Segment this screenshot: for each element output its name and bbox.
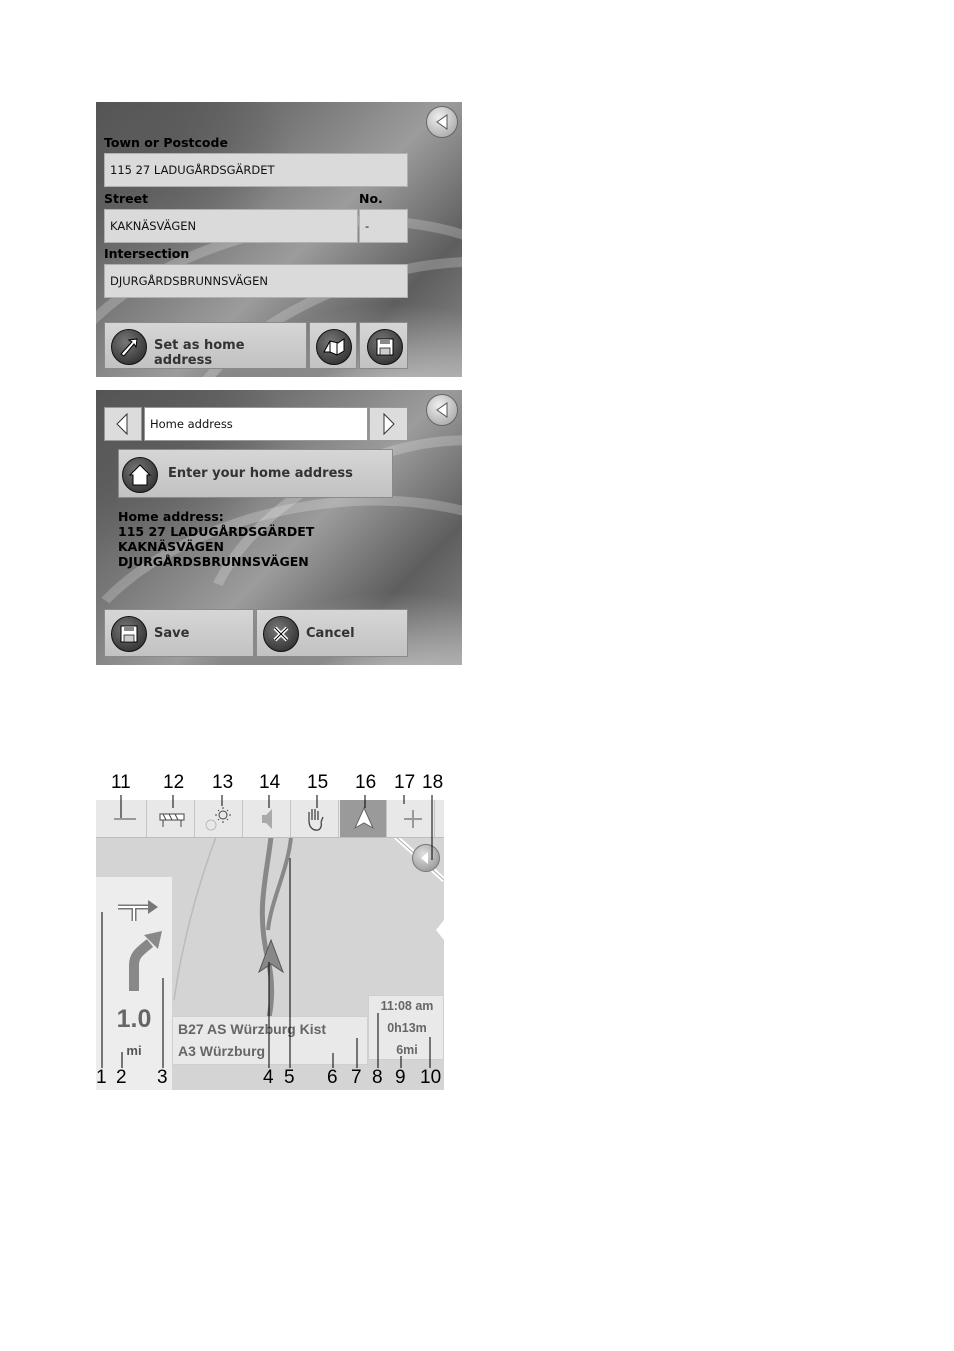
minus-icon <box>100 800 147 837</box>
zoom-out-button[interactable] <box>100 800 147 837</box>
map-icon <box>316 329 352 365</box>
enter-home-address-label: Enter your home address <box>168 466 353 481</box>
hand-icon <box>292 800 339 837</box>
home-address-heading: Home address: <box>118 509 224 524</box>
callout-number: 11 <box>111 772 131 793</box>
callout-number: 9 <box>395 1067 406 1088</box>
pan-map-button[interactable] <box>292 800 339 837</box>
callout-number: 15 <box>307 772 329 793</box>
save-button[interactable] <box>104 609 254 657</box>
back-arrow-icon <box>413 845 439 871</box>
callout-number: 5 <box>284 1067 295 1088</box>
cancel-button[interactable] <box>256 609 408 657</box>
home-address-line: DJURGÅRDSBRUNNSVÄGEN <box>118 554 309 569</box>
navigation-screen <box>96 800 444 1090</box>
arrival-time: 11:08 am <box>380 999 434 1013</box>
callout-number: 1 <box>96 1067 107 1088</box>
roadblock-button[interactable] <box>148 800 195 837</box>
remaining-distance: 6mi <box>396 1043 418 1057</box>
callout-number: 6 <box>327 1067 338 1088</box>
callout-number: 3 <box>157 1067 168 1088</box>
trip-info-box[interactable] <box>368 995 444 1060</box>
current-position-icon <box>257 936 287 976</box>
home-address-line: 115 27 LADUGÅRDSGÄRDET <box>118 524 315 539</box>
street-field[interactable]: KAKNÄSVÄGEN <box>104 209 358 243</box>
home-arrow-icon <box>111 329 147 365</box>
house-number-field[interactable]: - <box>359 209 408 243</box>
callout-number: 2 <box>116 1067 127 1088</box>
map-toolbar <box>96 800 444 838</box>
navigation-arrow-icon <box>340 800 387 837</box>
enter-home-address-button[interactable] <box>118 449 393 498</box>
callout-number: 4 <box>263 1067 274 1088</box>
callout-number: 7 <box>351 1067 362 1088</box>
callout-number: 16 <box>355 772 377 793</box>
current-turn-icon <box>96 925 172 995</box>
back-arrow-icon <box>435 402 449 418</box>
town-label: Town or Postcode <box>104 135 228 150</box>
save-button[interactable] <box>359 322 408 369</box>
sun-moon-icon <box>196 800 243 837</box>
north-up-button[interactable] <box>340 800 387 837</box>
zoom-in-button[interactable] <box>388 800 435 837</box>
callout-number: 8 <box>372 1067 383 1088</box>
callout-number: 14 <box>259 772 281 793</box>
distance-unit: mi <box>126 1043 142 1058</box>
chevron-left-icon <box>105 408 141 440</box>
house-number-label: No. <box>359 191 383 206</box>
address-entry-screen <box>96 102 462 377</box>
set-home-address-button[interactable] <box>104 322 307 369</box>
home-address-screen <box>96 390 462 665</box>
next-turn-icon <box>96 885 172 925</box>
floppy-disk-icon <box>111 616 147 652</box>
home-address-line: KAKNÄSVÄGEN <box>118 539 224 554</box>
street-name-box <box>172 1016 368 1065</box>
previous-option-button[interactable] <box>104 407 142 441</box>
next-street: A3 Würzburg <box>178 1043 266 1059</box>
back-button[interactable] <box>426 106 458 138</box>
back-button[interactable] <box>426 394 458 426</box>
callout-number: 18 <box>422 772 444 793</box>
intersection-field[interactable]: DJURGÅRDSBRUNNSVÄGEN <box>104 264 408 298</box>
chevron-right-icon <box>370 408 407 440</box>
distance-value: 1.0 <box>116 1005 152 1033</box>
intersection-label: Intersection <box>104 246 190 261</box>
town-postcode-field[interactable]: 115 27 LADUGÅRDSGÄRDET <box>104 153 408 187</box>
map-button[interactable] <box>309 322 357 369</box>
next-option-button[interactable] <box>369 407 408 441</box>
volume-button[interactable] <box>244 800 291 837</box>
home-address-info <box>118 509 314 569</box>
back-arrow-icon <box>435 114 449 130</box>
callout-number: 13 <box>212 772 234 793</box>
back-button[interactable] <box>412 844 440 872</box>
house-icon <box>122 457 158 493</box>
current-street: B27 AS Würzburg Kist <box>178 1021 327 1037</box>
street-label: Street <box>104 191 149 206</box>
plus-icon <box>388 800 435 837</box>
speaker-icon <box>244 800 291 837</box>
roadblock-icon <box>148 800 195 837</box>
cancel-label: Cancel <box>306 626 355 641</box>
cross-icon <box>263 616 299 652</box>
callout-number: 12 <box>163 772 185 793</box>
remaining-time: 0h13m <box>387 1021 427 1035</box>
option-selector[interactable]: Home address <box>144 407 368 441</box>
turn-panel <box>96 877 172 1090</box>
callout-number: 10 <box>420 1067 442 1088</box>
set-home-address-label: Set as home address <box>154 338 245 368</box>
floppy-disk-icon <box>367 329 403 365</box>
save-label: Save <box>154 626 190 641</box>
callout-number: 17 <box>394 772 416 793</box>
day-night-button[interactable] <box>196 800 243 837</box>
